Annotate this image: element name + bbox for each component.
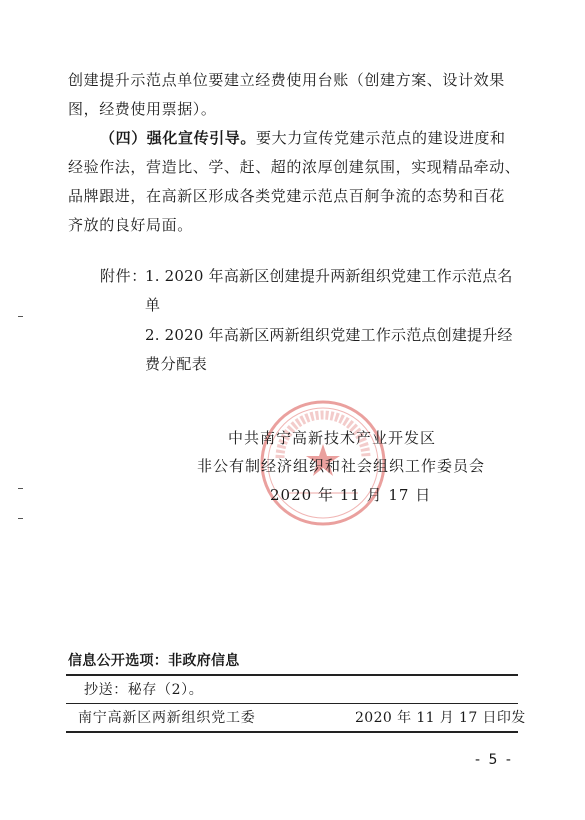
attachment-2-line-2: 费分配表 xyxy=(145,355,208,373)
issuer: 南宁高新区两新组织党工委 xyxy=(78,710,256,726)
print-date: 2020 年 11 月 17 日印发 xyxy=(355,710,526,726)
footer-bottom-rule xyxy=(66,731,518,733)
paragraph-2-line-2: 经验作法，营造比、学、赶、超的浓厚创建氛围，实现精品牵动、 xyxy=(68,158,521,176)
issuing-organization-line-1: 中共南宁高新技术产业开发区 xyxy=(228,429,437,447)
paragraph-2-line-4: 齐放的良好局面。 xyxy=(68,216,193,234)
paragraph-2-line-1-rest: 要大力宣传党建示范点的建设进度和 xyxy=(256,129,506,147)
paragraph-2-line-1 xyxy=(100,128,506,148)
paragraph-2-line-3: 品牌跟进，在高新区形成各类党建示范点百舸争流的态势和百花 xyxy=(68,187,505,205)
page-number: - 5 - xyxy=(475,752,513,768)
margin-tick-mark xyxy=(18,316,23,317)
issuing-organization-line-2: 非公有制经济组织和社会组织工作委员会 xyxy=(197,457,486,475)
signature-date: 2020 年 11 月 17 日 xyxy=(270,486,432,504)
attachment-2-line-1: 2. 2020 年高新区两新组织党建工作示范点创建提升经 xyxy=(145,326,513,344)
attachment-1-line-2: 单 xyxy=(145,296,161,314)
footer-top-rule xyxy=(66,674,518,676)
attachment-1-line-1: 1. 2020 年高新区创建提升两新组织党建工作示范点名 xyxy=(145,267,513,285)
footer-middle-rule xyxy=(66,703,518,704)
paragraph-1-line-1: 创建提升示范点单位要建立经费使用台账（创建方案、设计效果 xyxy=(68,71,505,89)
margin-tick-mark xyxy=(18,518,23,519)
margin-tick-mark xyxy=(18,488,23,489)
paragraph-1-line-2: 图，经费使用票据）。 xyxy=(68,100,217,118)
cc-line: 抄送：秘存（2）。 xyxy=(84,682,204,698)
attachments-label: 附件： xyxy=(100,267,147,285)
section-heading: （四）强化宣传引导。 xyxy=(100,129,257,147)
disclosure-option: 信息公开选项：非政府信息 xyxy=(68,653,240,669)
